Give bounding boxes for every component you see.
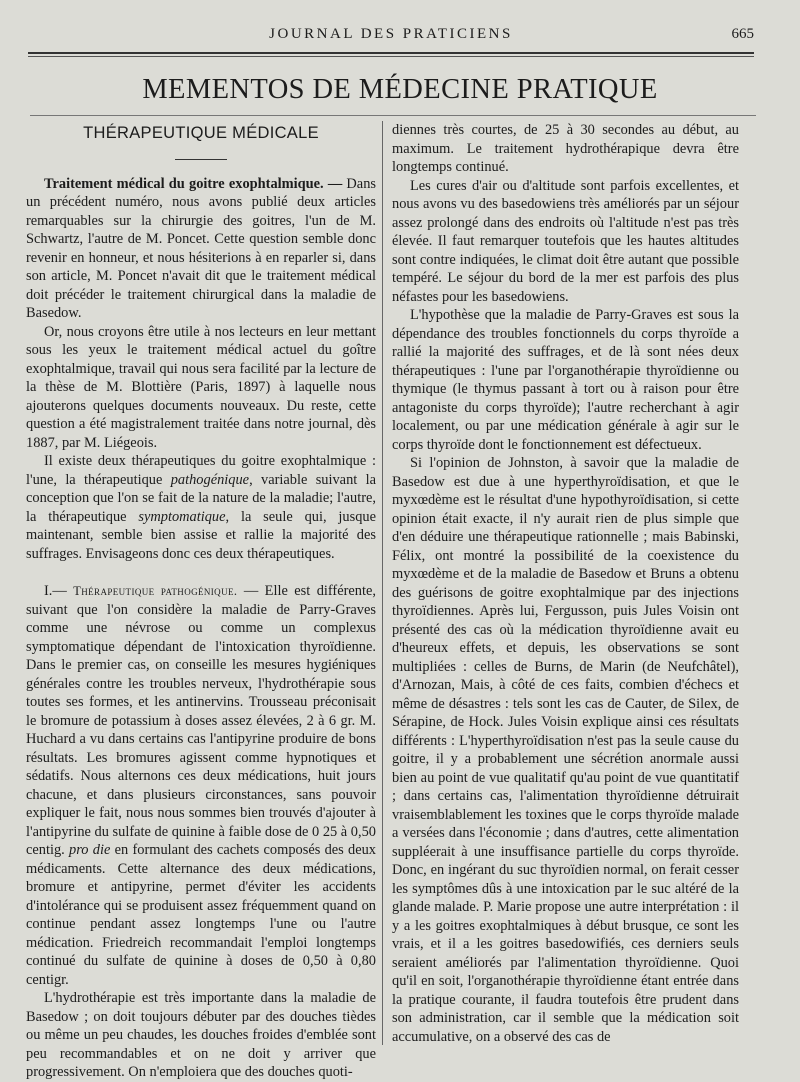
paragraph: Si l'opinion de Johnston, à savoir que la maladie de Basedow est due à une hyperthyroïdisation, et que le myxœdème est le résultat d'une hypothyroïdisation, si cette opinion était exacte, il n'y aurait rien de plus simple que d'en déduire une thérapeutique rationnelle ; mais Babinski, Félix, ont montré la possibilité de la coexistence du myxœdème et de la maladie de Basedow et Bruns a obtenu des guérisons de goitre exophtalmique par des injections thyroïdiennes. Après lui, Fergusson, puis Jules Voisin ont présenté des cas où la médication thyroïdienne avait eu d'heureux effets, et depuis, les observations se sont multipliées : celles de Burns, de Marin (de Neufchâtel), d'Arnozan, Mais, à côté de ces faits, combien d'échecs et même de désastres : tels sont les cas de Cauter, de Silex, de Sérapine, de Hock. Jules Voisin explique ainsi ces résultats différents : L'hyperthyroïdisation n'est pas la seule cause du goitre, il y a probablement une sécrétion anormale aussi bien au point de vue qualitatif qu'au point de vue quantitatif ; dans certains cas, l'alimentation thyroïdienne détruirait vraisemblablement les toxines que le corps thyroïde malade a versées dans l'économie ; dans d'autres, cette alimentation suppléerait à une insuffisance partielle du corps thyroïde. Donc, en ingérant du suc thyroïdien normal, on ferait cesser les symptômes dûs à une intoxication par le suc altéré de la glande malade. P. Marie propose une autre interprétation : il y a les goitres exophtalmiques à début brusque, ce sont les vrais, et il a les goitres basedowifiés, ces derniers seuls seraient améliorés par l'alimentation thyroïdienne. Quoi qu'il en soit, l'organothérapie thyroïdienne étant entrée dans la pratique courante, il faudra toutefois être prudent dans son administration, car il semble que la médication soit accumulative, on a observé des cas de xyxy=(392,455,739,1045)
column-divider xyxy=(382,121,383,1045)
section-number: I.— xyxy=(44,583,74,599)
page-number: 665 xyxy=(731,26,754,42)
paragraph: Or, nous croyons être utile à nos lecteurs en leur mettant sous les yeux le traitement médical actuel du goître exophtalmique, travail qui nous sera facilité par la lecture de la thèse de M. Blottière (Paris, 1897) à laquelle nous ajouterons quelques documents nouveaux. Du reste, cette question a été magistralement traitée dans notre journal, dès 1887, par M. Liégeois. xyxy=(26,323,376,451)
right-column xyxy=(392,121,739,1055)
journal-name: JOURNAL DES PRATICIENS xyxy=(269,26,513,42)
header-rule xyxy=(28,52,754,54)
subtitle-rule xyxy=(175,159,227,160)
emphasis: symptomatique xyxy=(138,508,226,525)
title-rule xyxy=(30,115,756,116)
paragraph: diennes très courtes, de 25 à 30 secondes au début, au maximum. Le traitement hydrothérapique devra être longtemps continué. xyxy=(392,122,739,175)
paragraph-text: Il existe deux thérapeutiques du goitre exophtalmique : l'une, la thérapeutique xyxy=(26,453,376,488)
section-gap xyxy=(26,563,376,582)
paragraph-section-one xyxy=(26,582,376,989)
emphasis: pathogénique xyxy=(170,471,250,488)
paragraph-text: Dans un précédent numéro, nous avons publié deux articles remarquables sur la chirurgie des goitres, l'un de M. Schwartz, l'autre de M. Poncet. Cette question semble donc revenir en honneur, et nous hésiterions à en reparler si, dans son article, M. Poncet n'avait dit que le traitement médical doit précéder le traitement chirurgical dans la maladie de Basedow. xyxy=(26,175,376,321)
left-column xyxy=(26,121,376,1080)
paragraph: L'hydrothérapie est très importante dans la maladie de Basedow ; on doit toujours débuter par des douches tièdes ou même un peu chaudes, les douches froides d'emblée sont peu recommandables et on ne doit y arriver que progressivement. On n'emploiera que des douches quoti- xyxy=(26,990,376,1080)
paragraph-text: , variable suivant la conception que l'on se fait de la nature de la maladie; l'autre, la thérapeutique xyxy=(26,471,376,525)
section-heading: Thérapeutique pathogénique. xyxy=(73,584,238,598)
article-title: Traitement médical du goitre exophtalmique. — xyxy=(44,175,343,192)
paragraph xyxy=(26,452,376,563)
paragraph-intro xyxy=(26,175,376,323)
paragraph: L'hypothèse que la maladie de Parry-Graves est sous la dépendance des troubles fonctionnels du corps thyroïde a rallié la majorité des suffrages, et de là sont nées deux thérapeutiques : l'une par l'organothérapie thyroïdienne ou thymique (le thymus passant à tort ou à raison pour être antagoniste du corps thyroïde); l'autre recherchant à agir localement, ou par une médication générale à agir sur le corps thyroïde dont le fonctionnement est défectueux. xyxy=(392,307,739,453)
section-title: MEMENTOS DE MÉDECINE PRATIQUE xyxy=(142,74,658,105)
header-rule-thin xyxy=(28,56,754,57)
emphasis: pro die xyxy=(69,842,111,858)
running-head xyxy=(28,26,754,48)
paragraph-text: en formulant des cachets composés des deux médicaments. Cette alternance des deux médications, bromure et antipyrine, permet d'éviter les accidents d'intolérance qui se produisent assez fréquemment quand on continue pendant assez longtemps l'une ou l'autre médication. Friedreich recommandait l'emploi longtemps continué du sulfate de quinine à doses de 0,50 à 0,80 centigr. xyxy=(26,842,376,988)
paragraph-text: — Elle est différente, suivant que l'on considère la maladie de Parry-Graves comme une névrose ou comme un complexus symptomatique dépendant de l'intoxication thyroïdienne. Dans le premier cas, on conseille les mesures hygiéniques générales contre les troubles nerveux, l'hydrothérapie sous toutes ses formes, et les antinervins. Trousseau préconisait le bromure de potassium à doses assez élevées, 2 à 6 gr. M. Huchard a vu dans certains cas l'antipyrine produire de bons résultats. Les bromures agissent comme hypnotiques et sédatifs. Nous alternons ces deux médications, huit jours chacune, et dans plusieurs circonstances, sans pouvoir expliquer le fait, nous nous sommes bien trouvés d'ajouter à l'antipyrine du sulfate de quinine à faible dose de 0 25 à 0,50 centig. xyxy=(26,583,376,858)
paragraph: Les cures d'air ou d'altitude sont parfois excellentes, et nous avons vu des basedowiens très améliorés par un séjour assez prolongé dans des endroits où l'altitude n'est pas très élevée. Il faut remarquer toutefois que les hautes altitudes sont contre indiquées, le climat doit être autant que possible tempéré. Le séjour du bord de la mer est parfois des plus néfastes pour les basedowiens. xyxy=(392,177,739,305)
paragraph-text: , la seule qui, jusque maintenant, semble bien assise et rallie la majorité des suffrages. Envisageons donc ces deux thérapeutiques. xyxy=(26,508,376,562)
subtitle: THÉRAPEUTIQUE MÉDICALE xyxy=(83,124,319,142)
